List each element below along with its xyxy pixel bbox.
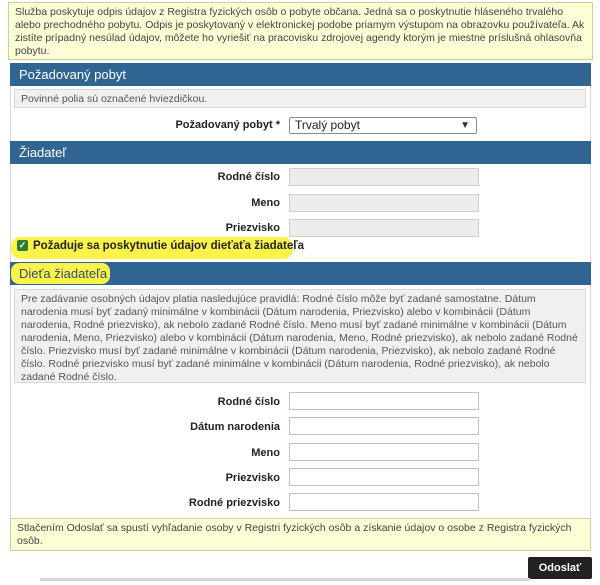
child-data-checkbox-label: Požaduje sa poskytnutie údajov dieťaťa žiadateľa bbox=[33, 240, 305, 252]
ziadatel-meno-input bbox=[289, 194, 479, 212]
dieta-rodne-cislo-label: Rodné číslo bbox=[217, 396, 280, 408]
dieta-priezvisko-input[interactable] bbox=[289, 468, 479, 486]
dieta-rodne-cislo-input[interactable] bbox=[289, 392, 479, 410]
child-data-checkbox-row[interactable] bbox=[17, 240, 304, 256]
dieta-meno-input[interactable] bbox=[289, 443, 479, 461]
intro-note: Služba poskytuje odpis údajov z Registra fyzických osôb o pobyte občana. Jedná sa o poskytnutie hláseného trvalého alebo prechodného pobytu. Odpis je poskytovaný v elektronickej podobe priamym výstupom na obrazovku používateľa. Ak zistíte prípadný nesúlad údajov, môžete ho vyriešiť na pracovisku zdrojovej agendy ktorým je miestne príslušná ohlasovňa pobytu. bbox=[8, 2, 593, 60]
pozadovany-pobyt-value: Trvalý pobyt bbox=[295, 118, 360, 132]
section-header-pozadovany-pobyt: Požadovaný pobyt bbox=[10, 63, 591, 86]
checkbox-checked-icon[interactable]: ✓ bbox=[18, 240, 27, 251]
ziadatel-meno-label: Meno bbox=[251, 197, 280, 209]
input-rules-info: Pre zadávanie osobných údajov platia nasledujúce pravidlá: Rodné číslo môže byť zadané samostatne. Dátum narodenia musí byť zadaný minimálne v kombinácii (Dátum narodenia, Priezvisko) alebo v kombinácii (Dátum narodenia, Rodné priezvisko), ak nebolo zadané Rodné číslo. Meno musí byť zadané minimálne v kombinácii (Dátum narodenia, Meno, Priezvisko) alebo v kombinácii (Dátum narodenia, Meno, Rodné priezvisko), ak nebolo zadané Rodné číslo. Priezvisko musí byť zadané minimálne v kombinácii (Dátum narodenia, Priezvisko), ak nebolo zadané Rodné číslo. Rodné priezvisko musí byť zadané minimálne v kombinácii (Dátum narodenia, Rodné priezvisko), ak nebolo zadané Rodné číslo. bbox=[14, 289, 586, 383]
dieta-rodne-priezvisko-input[interactable] bbox=[289, 493, 479, 511]
chevron-down-icon: ▼ bbox=[460, 120, 470, 131]
dieta-rodne-priezvisko-label: Rodné priezvisko bbox=[188, 497, 280, 509]
section-header-ziadatel: Žiadateľ bbox=[10, 141, 591, 164]
horizontal-scrollbar[interactable] bbox=[40, 578, 530, 581]
dieta-priezvisko-label: Priezvisko bbox=[225, 472, 280, 484]
ziadatel-rodne-cislo-label: Rodné číslo bbox=[217, 171, 280, 183]
pozadovany-pobyt-label: Požadovaný pobyt * bbox=[175, 119, 280, 131]
required-fields-note: Povinné polia sú označené hviezdičkou. bbox=[14, 89, 586, 108]
ziadatel-priezvisko-label: Priezvisko bbox=[225, 222, 280, 234]
dieta-datum-narodenia-label: Dátum narodenia bbox=[190, 421, 280, 433]
dieta-datum-narodenia-input[interactable] bbox=[289, 417, 479, 435]
ziadatel-rodne-cislo-input bbox=[289, 168, 479, 186]
dieta-meno-label: Meno bbox=[251, 447, 280, 459]
section-title-dieta: Dieťa žiadateľa bbox=[19, 266, 108, 281]
ziadatel-priezvisko-input bbox=[289, 219, 479, 237]
pozadovany-pobyt-select[interactable] bbox=[289, 117, 477, 134]
submit-button[interactable]: Odoslať bbox=[528, 557, 592, 579]
footer-note: Stlačením Odoslať sa spustí vyhľadanie osoby v Registri fyzických osôb a získanie údajov o osobe z Registra fyzických osôb. bbox=[10, 518, 591, 551]
